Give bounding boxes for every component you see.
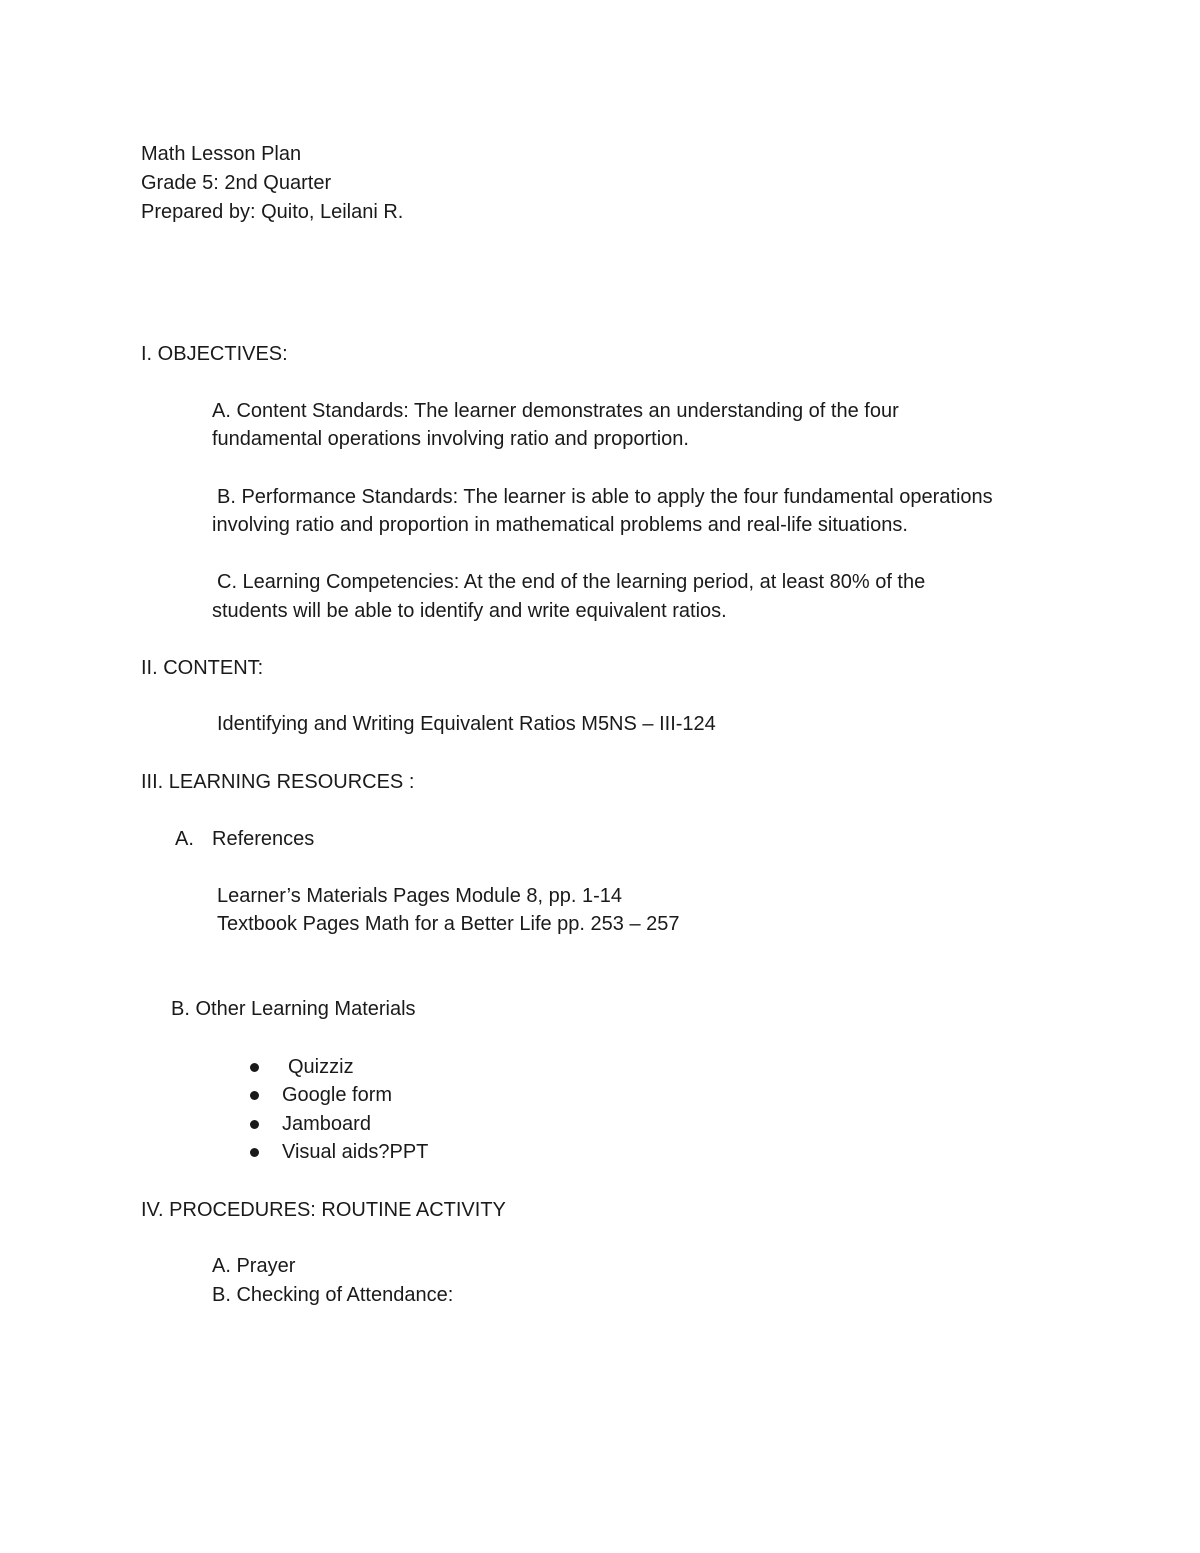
resources-heading: III. LEARNING RESOURCES :: [141, 771, 415, 793]
reference-item: Textbook Pages Math for a Better Life pp. 253 – 257: [217, 913, 680, 935]
bullet-icon: [250, 1063, 259, 1072]
references-label: References: [212, 828, 315, 850]
learning-competencies-line-1: C. Learning Competencies: At the end of the learning period, at least 80% of the: [217, 571, 926, 593]
content-standards-line-2: fundamental operations involving ratio and proportion.: [212, 428, 689, 450]
content-topic: Identifying and Writing Equivalent Ratios M5NS – III-124: [217, 713, 716, 735]
material-item: Quizziz: [288, 1056, 354, 1078]
learning-competencies-line-2: students will be able to identify and write equivalent ratios.: [212, 600, 727, 622]
procedures-heading: IV. PROCEDURES: ROUTINE ACTIVITY: [141, 1199, 506, 1221]
reference-item: Learner’s Materials Pages Module 8, pp. 1-14: [217, 885, 623, 907]
objectives-heading: I. OBJECTIVES:: [141, 343, 288, 365]
document-title: Math Lesson Plan: [141, 143, 302, 165]
performance-standards-line-2: involving ratio and proportion in mathematical problems and real-life situations.: [212, 514, 908, 536]
material-item: Visual aids?PPT: [282, 1141, 429, 1163]
references-marker: A.: [175, 828, 194, 850]
procedure-item: B. Checking of Attendance:: [212, 1284, 454, 1306]
prepared-by-line: Prepared by: Quito, Leilani R.: [141, 201, 404, 223]
content-standards-line-1: A. Content Standards: The learner demonstrates an understanding of the four: [212, 400, 899, 422]
procedure-item: A. Prayer: [212, 1255, 296, 1277]
bullet-icon: [250, 1120, 259, 1129]
other-materials-label: B. Other Learning Materials: [171, 998, 416, 1020]
performance-standards-line-1: B. Performance Standards: The learner is able to apply the four fundamental operations: [217, 486, 993, 508]
grade-line: Grade 5: 2nd Quarter: [141, 172, 332, 194]
content-heading: II. CONTENT:: [141, 657, 264, 679]
material-item: Google form: [282, 1084, 393, 1106]
bullet-icon: [250, 1091, 259, 1100]
bullet-icon: [250, 1148, 259, 1157]
material-item: Jamboard: [282, 1113, 371, 1135]
